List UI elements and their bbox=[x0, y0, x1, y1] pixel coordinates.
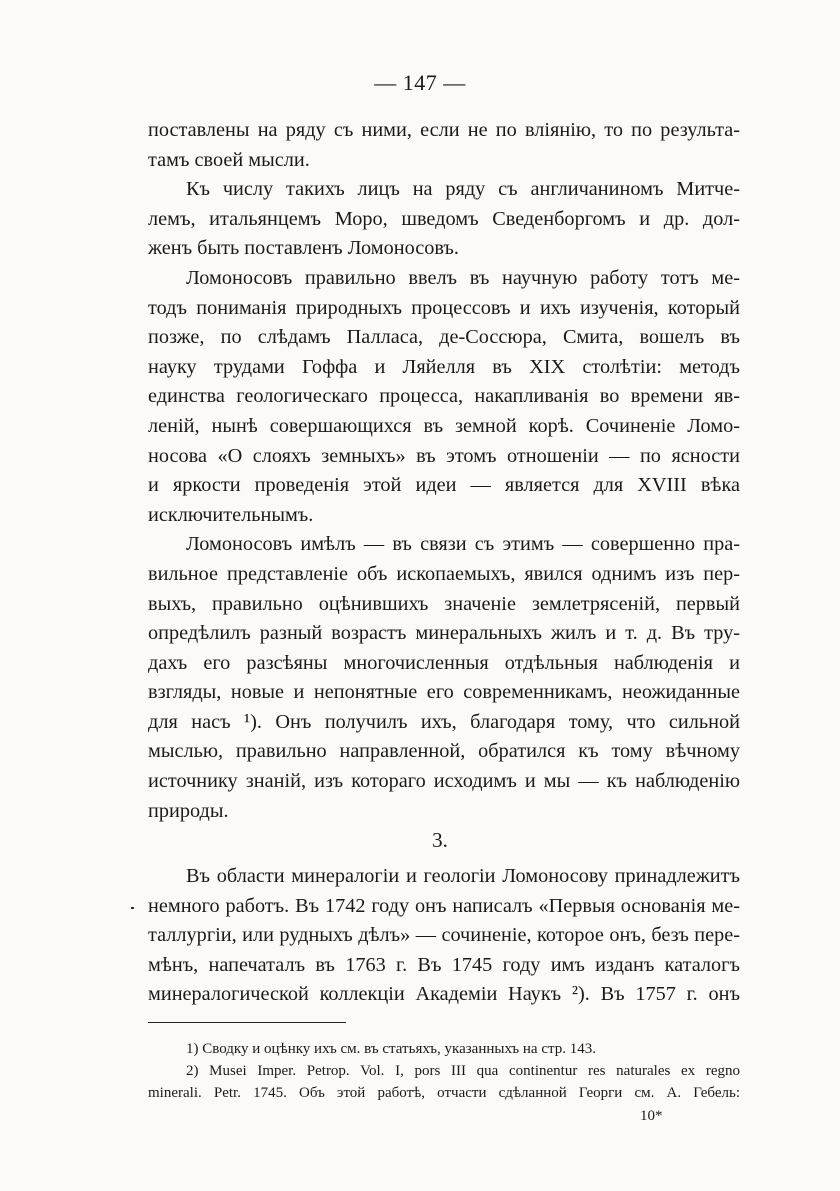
text-line: поставлены на ряду съ ними, если не по вліянію, то по результа- bbox=[148, 119, 740, 141]
paragraph-2-line: науку трудами Гоффа и Ляйелля въ XIX столѣтіи: методъ bbox=[148, 355, 740, 378]
paragraph-1-line: Къ числу такихъ лицъ на ряду съ англичаниномъ Митче- bbox=[186, 178, 740, 201]
paragraph-2-line: Ломоносовъ правильно ввелъ въ научную работу тотъ ме- bbox=[186, 266, 740, 289]
paragraph-3-line: мыслью, правильно направленной, обратился къ тому вѣчному bbox=[148, 740, 740, 763]
paragraph-2-line: позже, по слѣдамъ Палласа, де-Соссюра, Смита, вошелъ въ bbox=[148, 326, 740, 349]
paragraph-3-line: дахъ его разсѣяны многочисленныя отдѣльныя наблюденія и bbox=[148, 651, 740, 674]
page-number: — 147 — bbox=[374, 70, 466, 95]
paragraph-4-line: Въ области минералогіи и геологіи Ломоносову принадлежитъ bbox=[186, 865, 740, 887]
paragraph-2-line: единства геологическаго процесса, накапливанія во времени яв- bbox=[148, 385, 740, 408]
paragraph-4-line: таллургіи, или рудныхъ дѣлъ» — сочиненіе, которое онъ, безъ пере- bbox=[148, 924, 740, 947]
paragraph-2-line: и яркости проведенія этой идеи — является для XVIII вѣка bbox=[148, 474, 740, 497]
print-speck bbox=[131, 907, 134, 909]
section-text bbox=[148, 862, 740, 1010]
paragraph-3-line: взгляды, новые и непонятные его современникамъ, неожиданные bbox=[148, 681, 740, 704]
paragraph-1-line: лемъ, итальянцемъ Моро, шведомъ Сведенборгомъ и др. дол- bbox=[148, 207, 740, 230]
section-number: 3. bbox=[432, 828, 448, 852]
paragraph-2-line: тодъ пониманія природныхъ процессовъ и ихъ изученія, который bbox=[148, 296, 740, 319]
paragraph-2-line: исключительнымъ. bbox=[148, 503, 314, 526]
footnote-2-continued: minerali. Petr. 1745. Объ этой работѣ, отчасти сдѣланной Георги см. А. Гебель: bbox=[148, 1085, 740, 1101]
paragraph-3-line: выхъ, правильно оцѣнившихъ значеніе землетрясеній, первый bbox=[148, 592, 740, 615]
main-text bbox=[148, 116, 740, 826]
text-line: тамъ своей мысли. bbox=[148, 148, 310, 171]
paragraph-3-line: для насъ ¹). Онъ получилъ ихъ, благодаря тому, что сильной bbox=[148, 710, 740, 733]
footnote-2: 2) Musei Imper. Petrop. Vol. I, pors III qua continentur res naturales ex regno bbox=[186, 1063, 740, 1079]
signature-mark: 10* bbox=[640, 1108, 663, 1124]
paragraph-3-line: вильное представленіе объ ископаемыхъ, явился однимъ изъ пер- bbox=[148, 562, 740, 585]
paragraph-4-line: немного работъ. Въ 1742 году онъ написалъ «Первыя основанія ме- bbox=[148, 894, 740, 917]
paragraph-4-line: мѣнъ, напечаталъ въ 1763 г. Въ 1745 году имъ изданъ каталогъ bbox=[148, 953, 740, 976]
paragraph-3-line: Ломоносовъ имѣлъ — въ связи съ этимъ — совершенно пра- bbox=[186, 533, 740, 556]
paragraph-3-line: источнику знаній, изъ котораго исходимъ и мы — къ наблюденію bbox=[148, 770, 740, 793]
paragraph-3-line: природы. bbox=[148, 799, 229, 822]
footnotes bbox=[148, 1038, 740, 1104]
paragraph-4-line: минералогической коллекціи Академіи Наукъ ²). Въ 1757 г. онъ bbox=[148, 983, 740, 1006]
paragraph-3-line: опредѣлилъ разный возрастъ минеральныхъ жилъ и т. д. Въ тру- bbox=[148, 622, 740, 645]
footnote-divider bbox=[148, 1022, 346, 1023]
footnote-1: 1) Сводку и оцѣнку ихъ см. въ статьяхъ, указанныхъ на стр. 143. bbox=[186, 1041, 596, 1057]
paragraph-2-line: леній, нынѣ совершающихся въ земной корѣ. Сочиненіе Ломо- bbox=[148, 414, 740, 437]
paragraph-2-line: носова «О слояхъ земныхъ» въ этомъ отношеніи — по ясности bbox=[148, 444, 740, 467]
paragraph-1-line: женъ быть поставленъ Ломоносовъ. bbox=[148, 237, 459, 260]
